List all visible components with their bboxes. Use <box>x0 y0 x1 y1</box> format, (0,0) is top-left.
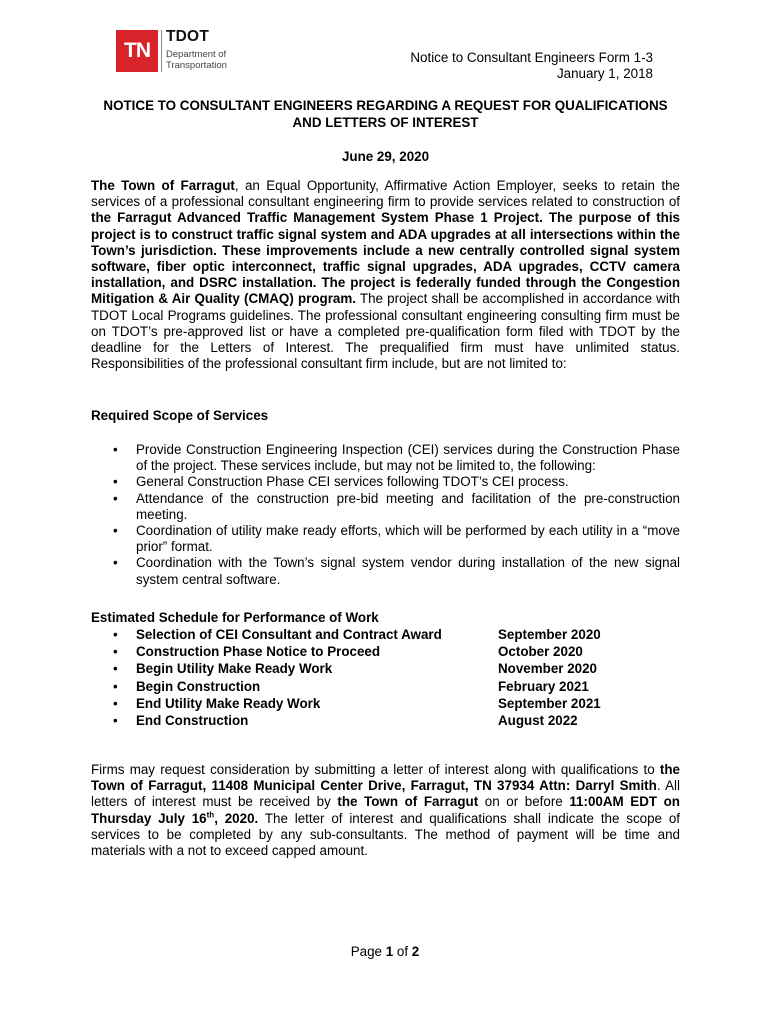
closing-text-2: . All letters of interest must be received by <box>91 778 680 810</box>
schedule-task: End Construction <box>136 712 249 728</box>
schedule-row <box>91 644 651 661</box>
intro-text-2: The project shall be accomplished in accordance with TDOT Local Programs guidelines. The professional consultant engineering consulting firm must be on TDOT’s pre-approved list or have a completed pre-qualification form filed with TDOT by the deadline for the Letters of Interest. The prequalified firm must have unlimited status. Responsibilities of the professional consultant firm include, but are not limited to: <box>91 291 680 372</box>
bullet-icon: • <box>113 695 118 711</box>
schedule-row <box>91 696 651 713</box>
schedule-date: August 2022 <box>498 712 578 728</box>
page-of: of <box>393 944 412 959</box>
schedule-heading: Estimated Schedule for Performance of Work <box>91 610 379 625</box>
schedule-task: End Utility Make Ready Work <box>136 695 321 711</box>
bullet-icon: • <box>113 712 118 728</box>
scope-item-text: General Construction Phase CEI services following TDOT’s CEI process. <box>136 474 569 490</box>
schedule-date: September 2021 <box>498 695 601 711</box>
schedule-row <box>91 627 651 644</box>
title-line1: NOTICE TO CONSULTANT ENGINEERS REGARDING A REQUEST FOR QUALIFICATIONS <box>103 98 668 113</box>
recipient-entity: the Town of Farragut <box>337 794 479 810</box>
deadline-year: , 2020. <box>214 810 259 826</box>
tdot-logo <box>116 27 236 75</box>
bullet-icon: • <box>113 490 118 506</box>
closing-text-1: Firms may request consideration by submitting a letter of interest along with qualifications to <box>91 762 660 777</box>
intro-text-1: , an Equal Opportunity, Affirmative Action Employer, seeks to retain the services of a professional consultant engineering firm to provide services related to construction of <box>91 178 680 210</box>
schedule-row <box>91 679 651 696</box>
bullet-icon: • <box>113 627 118 642</box>
deadline-ordinal: th <box>206 810 215 820</box>
submission-address: the Town of Farragut, 11408 Municipal Center Drive, Farragut, TN 37934 Attn: Darryl Smith <box>91 762 680 794</box>
intro-paragraph <box>91 178 680 372</box>
schedule-list <box>91 627 651 730</box>
logo-subtitle <box>166 49 227 71</box>
logo-subtitle-line1: Department of <box>166 49 227 60</box>
tn-logo-mark: TN <box>116 30 158 72</box>
deadline-text: 11:00AM EDT on Thursday July 16 <box>91 794 680 826</box>
closing-text-4: The letter of interest and qualifications shall indicate the scope of services to be completed by any sub-consultants. The method of payment will be time and materials with a not to exceed capped amount. <box>91 810 680 859</box>
schedule-date: September 2020 <box>498 627 601 642</box>
list-item <box>91 523 680 555</box>
logo-name: TDOT <box>166 28 209 45</box>
list-item <box>91 474 680 490</box>
logo-divider <box>161 30 162 72</box>
notice-date: June 29, 2020 <box>341 149 430 164</box>
scope-item-text: Coordination with the Town’s signal system vendor during installation of the new signal system central software. <box>136 555 680 587</box>
schedule-task: Selection of CEI Consultant and Contract Award <box>136 627 442 642</box>
form-name: Notice to Consultant Engineers Form 1-3 <box>410 50 653 65</box>
list-item <box>91 491 680 523</box>
scope-item-text: Provide Construction Engineering Inspection (CEI) services during the Construction Phase of the project. These services include, but may not be limited to, the following: <box>136 442 680 474</box>
form-date: January 1, 2018 <box>556 66 653 81</box>
logo-subtitle-line2: Transportation <box>166 60 227 71</box>
page-total: 2 <box>411 944 420 959</box>
schedule-task: Begin Utility Make Ready Work <box>136 661 333 677</box>
schedule-task: Construction Phase Notice to Proceed <box>136 644 381 660</box>
bullet-icon: • <box>113 678 118 694</box>
page-prefix: Page <box>350 944 386 959</box>
page-number <box>0 944 770 959</box>
schedule-date: October 2020 <box>498 644 583 660</box>
schedule-row <box>91 713 651 730</box>
scope-item-text: Attendance of the construction pre-bid meeting and facilitation of the pre-construction meeting. <box>136 490 680 522</box>
bullet-icon: • <box>113 555 118 571</box>
schedule-row <box>91 661 651 678</box>
title-line2: AND LETTERS OF INTEREST <box>292 115 479 130</box>
schedule-date: February 2021 <box>498 678 589 694</box>
bullet-icon: • <box>113 442 118 457</box>
intro-entity: The Town of Farragut <box>91 178 235 193</box>
intro-project-description: the Farragut Advanced Traffic Management System Phase 1 Project. The purpose of this project is to construct traffic signal system and ADA upgrades at all intersections within the Town’s jurisdiction. These improvements include a new centrally controlled signal system software, fiber optic interconnect, traffic signal upgrades, ADA upgrades, CCTV camera installation, and DSRC installation. The project is federally funded through the Congestion Mitigation & Air Quality (CMAQ) program. <box>91 210 680 307</box>
closing-paragraph <box>91 762 680 859</box>
form-identifier <box>410 50 653 82</box>
bullet-icon: • <box>113 661 118 677</box>
scope-heading: Required Scope of Services <box>91 408 269 423</box>
closing-text-3: on or before <box>478 794 570 810</box>
bullet-icon: • <box>113 644 118 660</box>
bullet-icon: • <box>113 474 118 490</box>
list-item <box>91 442 680 474</box>
schedule-date: November 2020 <box>498 661 597 677</box>
scope-item-text: Coordination of utility make ready efforts, which will be performed by each utility in a “move prior” format. <box>136 523 680 555</box>
scope-list <box>91 442 680 588</box>
schedule-task: Begin Construction <box>136 678 261 694</box>
page-current: 1 <box>385 944 394 959</box>
page-title <box>88 97 683 131</box>
list-item <box>91 555 680 587</box>
bullet-icon: • <box>113 523 118 539</box>
